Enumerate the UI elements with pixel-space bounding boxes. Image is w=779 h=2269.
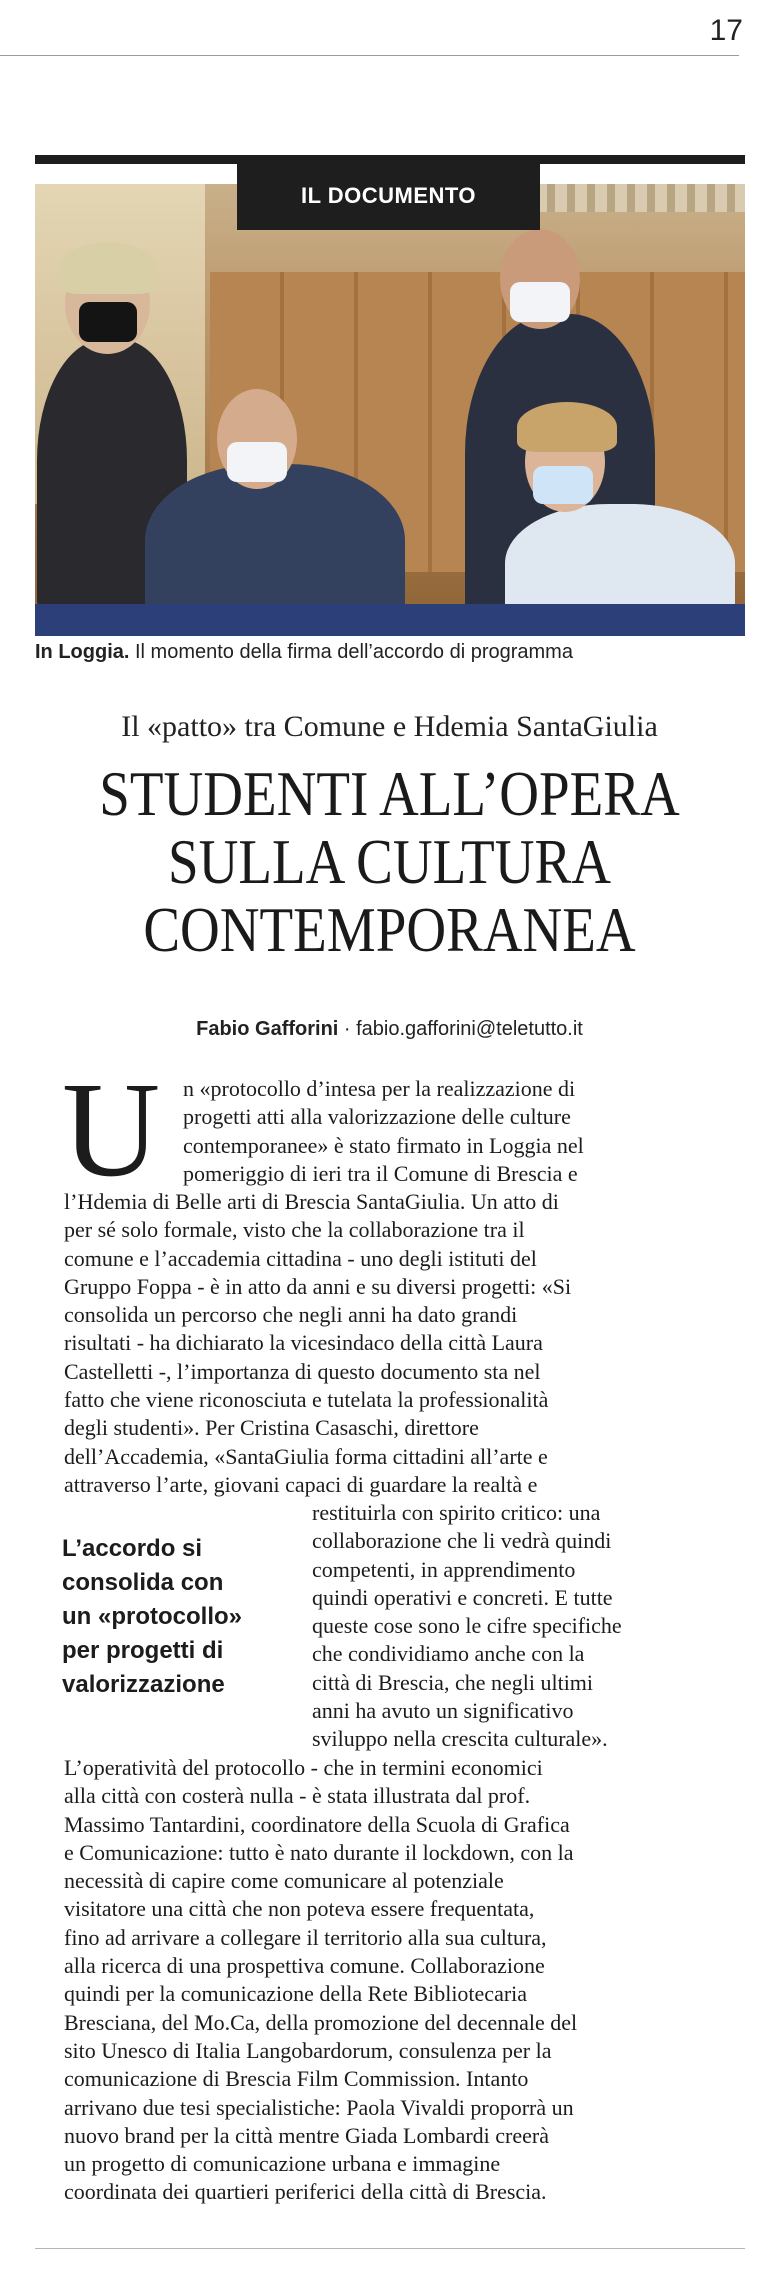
body-line: n «protocollo d’intesa per la realizzazione di xyxy=(183,1076,576,1101)
article-photo xyxy=(35,184,745,636)
article-body-part-2 xyxy=(64,1754,577,2207)
body-line: nuovo brand per la città mentre Giada Lombardi creerà xyxy=(64,2122,549,2148)
body-line: collaborazione che li vedrà quindi xyxy=(312,1528,612,1554)
article-body-part-1 xyxy=(64,1188,571,1499)
body-line: attraverso l’arte, giovani capaci di guardare la realtà e xyxy=(64,1471,538,1497)
photo-caption xyxy=(35,641,745,664)
body-line: sviluppo nella crescita culturale». xyxy=(312,1726,608,1752)
photo-mask xyxy=(533,466,593,504)
byline xyxy=(0,1018,779,1041)
article-intro xyxy=(183,1075,584,1188)
body-line: un progetto di comunicazione urbana e immagine xyxy=(64,2151,501,2177)
body-line: Castelletti -, l’importanza di questo documento sta nel xyxy=(64,1358,541,1384)
photo-mask xyxy=(227,442,287,482)
body-line: quindi per la comunicazione della Rete Bibliotecaria xyxy=(64,1981,528,2007)
pull-quote-line: per progetti di xyxy=(62,1637,224,1664)
article-headline xyxy=(55,760,725,964)
body-line: necessità di capire come comunicare al potenziale xyxy=(64,1868,504,1894)
caption-bold: In Loggia. xyxy=(35,641,130,663)
body-line: arrivano due tesi specialistiche: Paola Vivaldi proporrà un xyxy=(64,2094,574,2120)
body-line: dell’Accademia, «SantaGiulia forma cittadini all’arte e xyxy=(64,1443,548,1469)
section-label: IL DOCUMENTO xyxy=(237,162,540,230)
body-line: città di Brescia, che negli ultimi xyxy=(312,1669,594,1695)
photo-hair xyxy=(517,402,617,452)
pull-quote-line: consolida con xyxy=(62,1569,224,1596)
pull-quote xyxy=(62,1532,292,1702)
body-line: queste cose sono le cifre specifiche xyxy=(312,1613,622,1639)
author-name: Fabio Gafforini xyxy=(196,1018,339,1040)
body-line: visitatore una città che non poteva essere frequentata, xyxy=(64,1896,535,1922)
page-number: 17 xyxy=(709,14,743,47)
pull-quote-line: valorizzazione xyxy=(62,1671,225,1698)
body-line: fatto che viene riconosciuta e tutelata la professionalità xyxy=(64,1387,549,1413)
body-line: contemporanee» è stato firmato in Loggia nel xyxy=(183,1132,584,1158)
body-line: risultati - ha dichiarato la vicesindaco della città Laura xyxy=(64,1330,543,1356)
headline-line: CONTEMPORANEA xyxy=(143,894,636,965)
body-line: che condividiamo anche con la xyxy=(312,1641,585,1667)
photo-mask xyxy=(510,282,570,322)
drop-cap: U xyxy=(62,1055,161,1205)
bottom-divider xyxy=(35,2248,745,2249)
body-line: alla città con costerà nulla - è stata illustrata dal prof. xyxy=(64,1783,531,1809)
body-line: degli studenti». Per Cristina Casaschi, direttore xyxy=(64,1415,479,1441)
author-email[interactable]: fabio.gafforini@teletutto.it xyxy=(356,1018,583,1040)
byline-separator: · xyxy=(338,1018,357,1040)
body-line: comune e l’accademia cittadina - uno degli istituti del xyxy=(64,1245,537,1271)
photo-mask xyxy=(79,302,137,342)
body-line: Massimo Tantardini, coordinatore della Scuola di Grafica xyxy=(64,1811,570,1837)
article-body-narrow xyxy=(312,1499,622,1754)
top-divider xyxy=(0,55,739,56)
body-line: anni ha avuto un significativo xyxy=(312,1698,574,1724)
body-line: progetti atti alla valorizzazione delle culture xyxy=(183,1104,571,1130)
pull-quote-line: un «protocollo» xyxy=(62,1603,242,1630)
body-line: alla ricerca di una prospettiva comune. Collaborazione xyxy=(64,1953,545,1979)
body-line: e Comunicazione: tutto è nato durante il lockdown, con la xyxy=(64,1839,574,1865)
photo-table xyxy=(35,604,745,636)
body-line: Gruppo Foppa - è in atto da anni e su diversi progetti: «Si xyxy=(64,1273,572,1299)
caption-text: Il momento della firma dell’accordo di programma xyxy=(129,641,573,663)
body-line: sito Unesco di Italia Langobardorum, consulenza per la xyxy=(64,2037,552,2063)
body-line: pomeriggio di ieri tra il Comune di Brescia e xyxy=(183,1160,578,1186)
body-line: restituirla con spirito critico: una xyxy=(312,1500,601,1525)
body-line: per sé solo formale, visto che la collaborazione tra il xyxy=(64,1217,525,1243)
body-line: comunicazione di Brescia Film Commission. Intanto xyxy=(64,2066,529,2092)
photo-hair xyxy=(59,242,157,294)
body-line: competenti, in apprendimento xyxy=(312,1556,576,1582)
headline-line: SULLA CULTURA xyxy=(168,826,611,897)
body-line: consolida un percorso che negli anni ha dato grandi xyxy=(64,1302,518,1328)
article-kicker: Il «patto» tra Comune e Hdemia SantaGiulia xyxy=(121,710,658,743)
headline-line: STUDENTI ALL’OPERA xyxy=(99,758,680,829)
pull-quote-line: L’accordo si xyxy=(62,1535,203,1562)
body-line: quindi operativi e concreti. E tutte xyxy=(312,1584,613,1610)
body-line: fino ad arrivare a collegare il territorio alla sua cultura, xyxy=(64,1924,547,1950)
body-line: coordinata dei quartieri periferici della città di Brescia. xyxy=(64,2179,547,2205)
body-line: Bresciana, del Mo.Ca, della promozione del decennale del xyxy=(64,2009,578,2035)
body-line: L’operatività del protocollo - che in termini economici xyxy=(64,1755,543,1780)
body-line: l’Hdemia di Belle arti di Brescia SantaGiulia. Un atto di xyxy=(64,1189,559,1214)
